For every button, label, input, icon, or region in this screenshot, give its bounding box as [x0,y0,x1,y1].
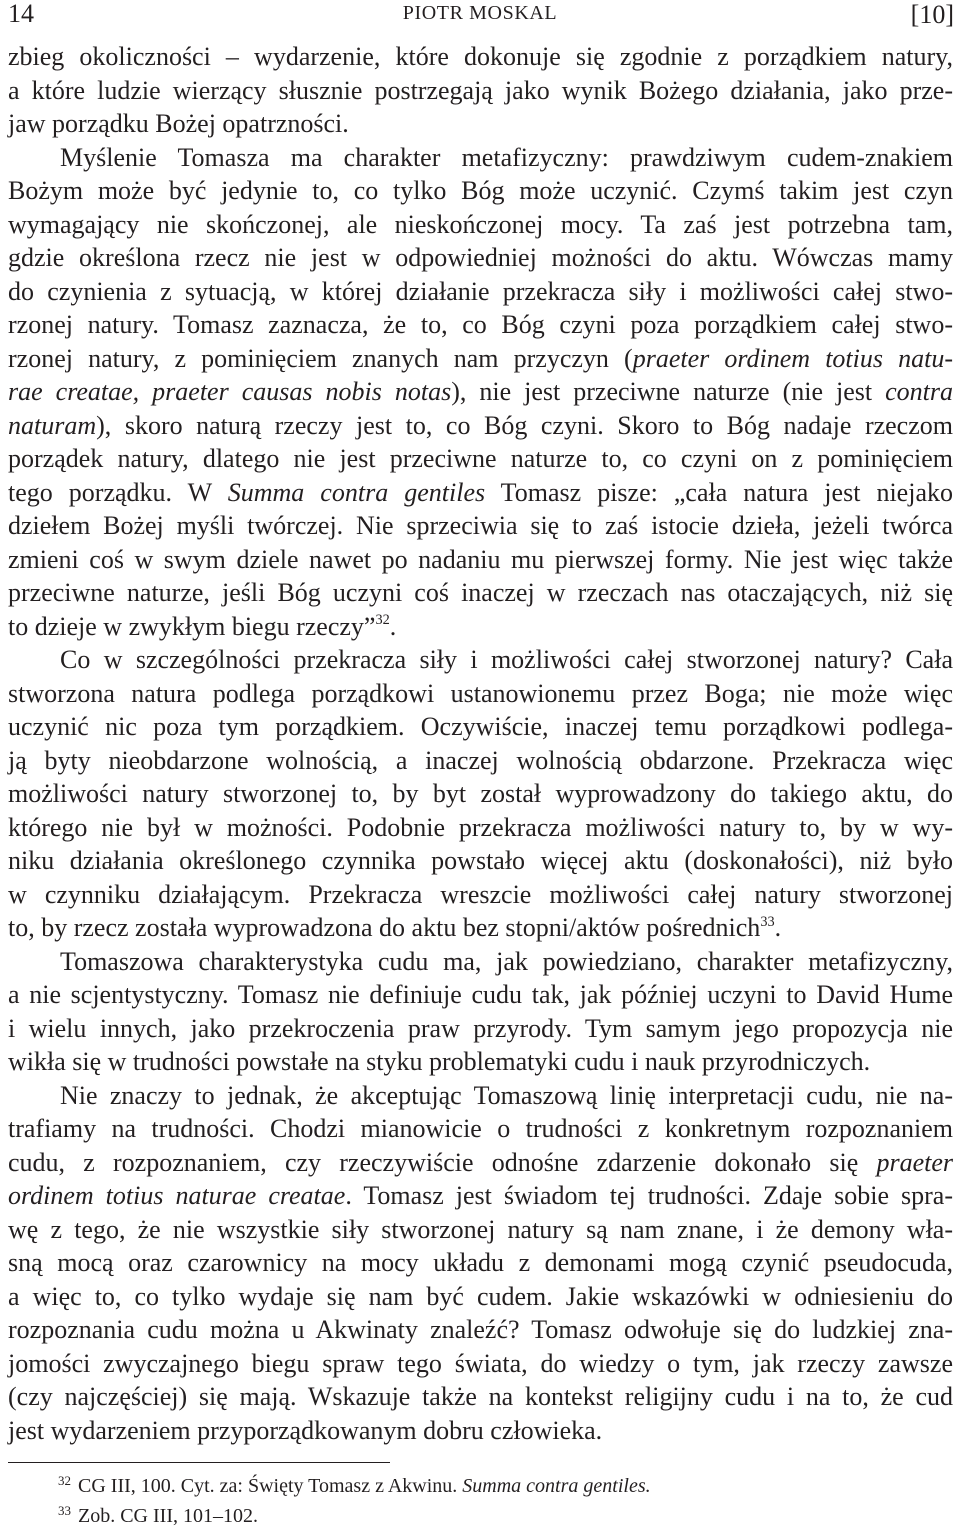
text-line: Nie znaczy to jednak, że akceptując Tomaszową linię interpretacji cudu, nie na- [60,1080,953,1110]
text-line: do czynienia z sytuacją, w której działanie przekracza siły i możliwości całej stwo- [8,276,953,306]
text-line: gdzie określona rzecz nie jest w odpowiedniej możności do aktu. Wówczas mamy [8,243,953,272]
text-line [8,375,953,409]
body-paragraph [8,945,953,1079]
text-run: to dzieje w zwykłym biegu rzeczy” [8,611,376,641]
text-line: zbieg okoliczności – wydarzenie, które dokonuje się zgodnie z porządkiem natury, [8,42,953,71]
text-run: ), skoro naturą rzeczy jest to, co Bóg czyni. Skoro to Bóg nadaje rzeczom [96,410,953,440]
footnote-reference: 32 [375,612,390,629]
text-run: . [389,611,397,641]
text-line: (czy najczęściej) się mają. Wskazuje także na kontekst religijny cudu i na to, że cud [8,1382,953,1411]
text-run: . [774,913,782,942]
footnote-number: 32 [58,1473,71,1488]
text-line: przeciwne naturze, jeśli Bóg uczyni coś inaczej w rzeczach nas otaczających, niż się [8,578,953,607]
text-line: zmieni coś w swym dziele nawet po nadaniu mu pierwszej formy. Nie jest więc także [8,544,953,574]
text-line: trafiamy na trudności. Chodzi mianowicie o trudności z konkretnym rozpoznaniem [8,1114,953,1143]
body-paragraph [8,40,953,141]
text-line [8,1146,953,1180]
text-line: jaw porządku Bożej opatrzności. [8,109,349,138]
text-line [8,610,953,644]
text-line [8,409,953,443]
text-run: to, by rzecz została wyprowadzona do aktu bez stopni/aktów pośrednich [8,913,761,942]
text-line: którego nie był w możności. Podobnie przekracza możliwości natury to, by w wy- [8,812,953,842]
italic-text: praeter [876,1147,953,1177]
text-line [8,1179,953,1213]
body-paragraph [8,141,953,644]
text-line: w czynniku działającym. Przekracza wreszcie możliwości całej natury stworzonej [8,879,953,909]
italic-text: naturam [8,410,97,440]
body-paragraph [8,643,953,945]
text-line: a więc to, co tylko wydaje się nam być cudem. Jakie wskazówki w odniesieniu do [8,1281,953,1311]
text-line: stworzona natura podlega porządkowi ustanowionemu przez Boga; nie może więc [8,678,953,708]
running-head: PIOTR MOSKAL [402,2,558,24]
text-run: cudu, z rozpoznaniem, czy rzeczywiście odnośne zdarzenie dokonało się [8,1147,877,1177]
italic-text: praeter ordinem totius natu- [632,343,953,373]
text-line: Tomaszowa charakterystyka cudu ma, jak powiedziano, charakter metafizyczny, [60,946,953,976]
text-line [8,342,953,376]
body-text [8,40,953,1447]
italic-text: rae creatae, praeter causas nobis notas [8,377,452,406]
text-line: Co w szczególności przekracza siły i możliwości całej stworzonej natury? Cała [60,645,953,674]
text-run: CG III, 100. Cyt. za: Święty Tomasz z Akwinu. [78,1475,463,1497]
section-marker: [10] [910,0,954,29]
italic-text: ordinem totius naturae creatae [8,1181,346,1210]
text-line: jomości zwyczajnego biegu spraw tego świata, do wiedzy o tym, jak rzeczy zawsze [8,1348,953,1378]
text-line: ją byty nieobdarzone wolnością, a inaczej wolnością obdarzone. Przekracza więc [8,745,953,775]
footnote [8,1502,953,1529]
text-line: Bożym może być jedynie to, co tylko Bóg może uczynić. Czymś takim jest czyn [8,176,953,205]
text-line: jest wydarzeniem przyporządkowanym dobru człowieka. [8,1415,603,1445]
text-line: wę z tego, że nie wszystkie siły stworzonej natury są nam znane, i że demony wła- [8,1214,953,1244]
body-paragraph [8,1079,953,1448]
text-line: niku działania określonego czynnika powstało więcej aktu (doskonałości), niż było [8,846,953,875]
text-line: wikła się w trudności powstałe na styku problematyki cudu i nauk przyrodniczych. [8,1047,871,1076]
text-run: tego porządku. W [8,477,228,507]
footnotes [8,1472,953,1529]
text-line: a nie scjentystyczny. Tomasz nie definiuje cudu tak, jak później uczyni to David Hume [8,980,953,1009]
text-line [8,476,953,510]
footnote-reference: 33 [760,913,775,930]
text-line: i wielu innych, jako przekroczenia praw przyrody. Tym samym jego propozycja nie [8,1013,953,1043]
text-line: wymagający nie skończonej, ale nieskończonej mocy. Ta zaś jest potrzebna tam, [8,209,953,239]
text-run: ), nie jest przeciwne naturze (nie jest [451,377,886,406]
text-line: rzonej natury. Tomasz zaznacza, że to, co Bóg czyni poza porządkiem całej stwo- [8,310,953,339]
footnote-separator [8,1462,390,1463]
italic-text: Summa contra gentiles. [462,1475,651,1497]
text-run: Zob. CG III, 101–102. [78,1505,258,1527]
text-line: porządek natury, dlatego nie jest przeciwne naturze to, co czyni on z pominięciem [8,444,953,473]
text-line: możliwości natury stworzonej to, by byt został wyprowadzony do takiego aktu, do [8,779,953,808]
text-line: sną mocą oraz czarownicy na mocy układu z demonami mogą czynić pseudocuda, [8,1248,953,1277]
text-line: a które ludzie wierzący słusznie postrzegają jako wynik Bożego działania, jako prze- [8,75,953,105]
text-run: rzonej natury, z pominięciem znanych nam przyczyn ( [8,343,633,373]
italic-text: contra [885,377,954,406]
text-line [8,911,953,945]
footnote-number: 33 [58,1503,71,1518]
text-line: dziełem Bożej myśli twórczej. Nie sprzeciwia się to zaś istocie dzieła, jeżeli twórca [8,511,953,540]
text-line: Myślenie Tomasza ma charakter metafizyczny: prawdziwym cudem-znakiem [60,142,953,172]
text-line: rozpoznania cudu można u Akwinaty znaleźć? Tomasz odwołuje się do ludzkiej zna- [8,1315,953,1344]
footnote [8,1472,953,1502]
italic-text: Summa contra gentiles [227,477,486,507]
page-number: 14 [8,0,34,28]
text-run: Tomasz pisze: „cała natura jest niejako [485,477,953,507]
text-run: . Tomasz jest świadom tej trudności. Zdaje sobie spra- [345,1181,953,1210]
text-line: uczynić nic poza tym porządkiem. Oczywiście, inaczej temu porządkowi podlega- [8,712,953,741]
